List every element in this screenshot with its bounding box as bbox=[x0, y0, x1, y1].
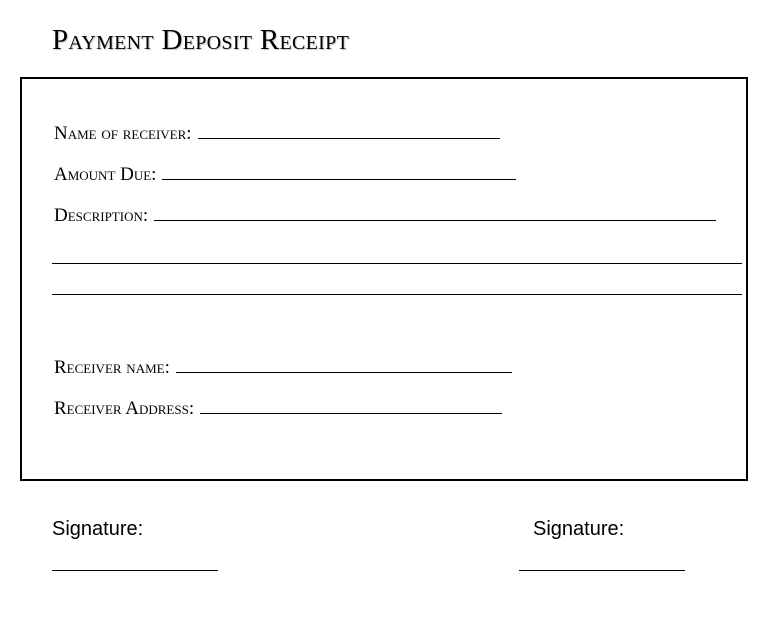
signature-label-right: Signature: bbox=[533, 518, 625, 540]
receiver-address-row bbox=[54, 398, 502, 420]
receiver-name-row bbox=[54, 357, 512, 379]
signature-line-right[interactable] bbox=[519, 570, 685, 571]
description-field[interactable] bbox=[154, 206, 716, 221]
description-label: Description: bbox=[54, 205, 149, 226]
receiver-address-label: Receiver Address: bbox=[54, 398, 195, 419]
name-of-receiver-label: Name of receiver: bbox=[54, 123, 192, 144]
name-of-receiver-row bbox=[54, 123, 500, 145]
receiver-name-label: Receiver name: bbox=[54, 357, 170, 378]
signature-line-left[interactable] bbox=[52, 570, 218, 571]
amount-due-field[interactable] bbox=[162, 165, 516, 180]
signature-label-left: Signature: bbox=[52, 518, 144, 540]
receipt-box bbox=[20, 77, 748, 481]
amount-due-label: Amount Due: bbox=[54, 164, 157, 185]
page-title: Payment Deposit Receipt bbox=[52, 24, 350, 56]
description-row bbox=[54, 205, 716, 227]
description-line-3[interactable] bbox=[52, 294, 742, 295]
receiver-address-field[interactable] bbox=[200, 399, 502, 414]
name-of-receiver-field[interactable] bbox=[198, 124, 500, 139]
amount-due-row bbox=[54, 164, 516, 186]
receiver-name-field[interactable] bbox=[176, 358, 512, 373]
description-line-2[interactable] bbox=[52, 263, 742, 264]
